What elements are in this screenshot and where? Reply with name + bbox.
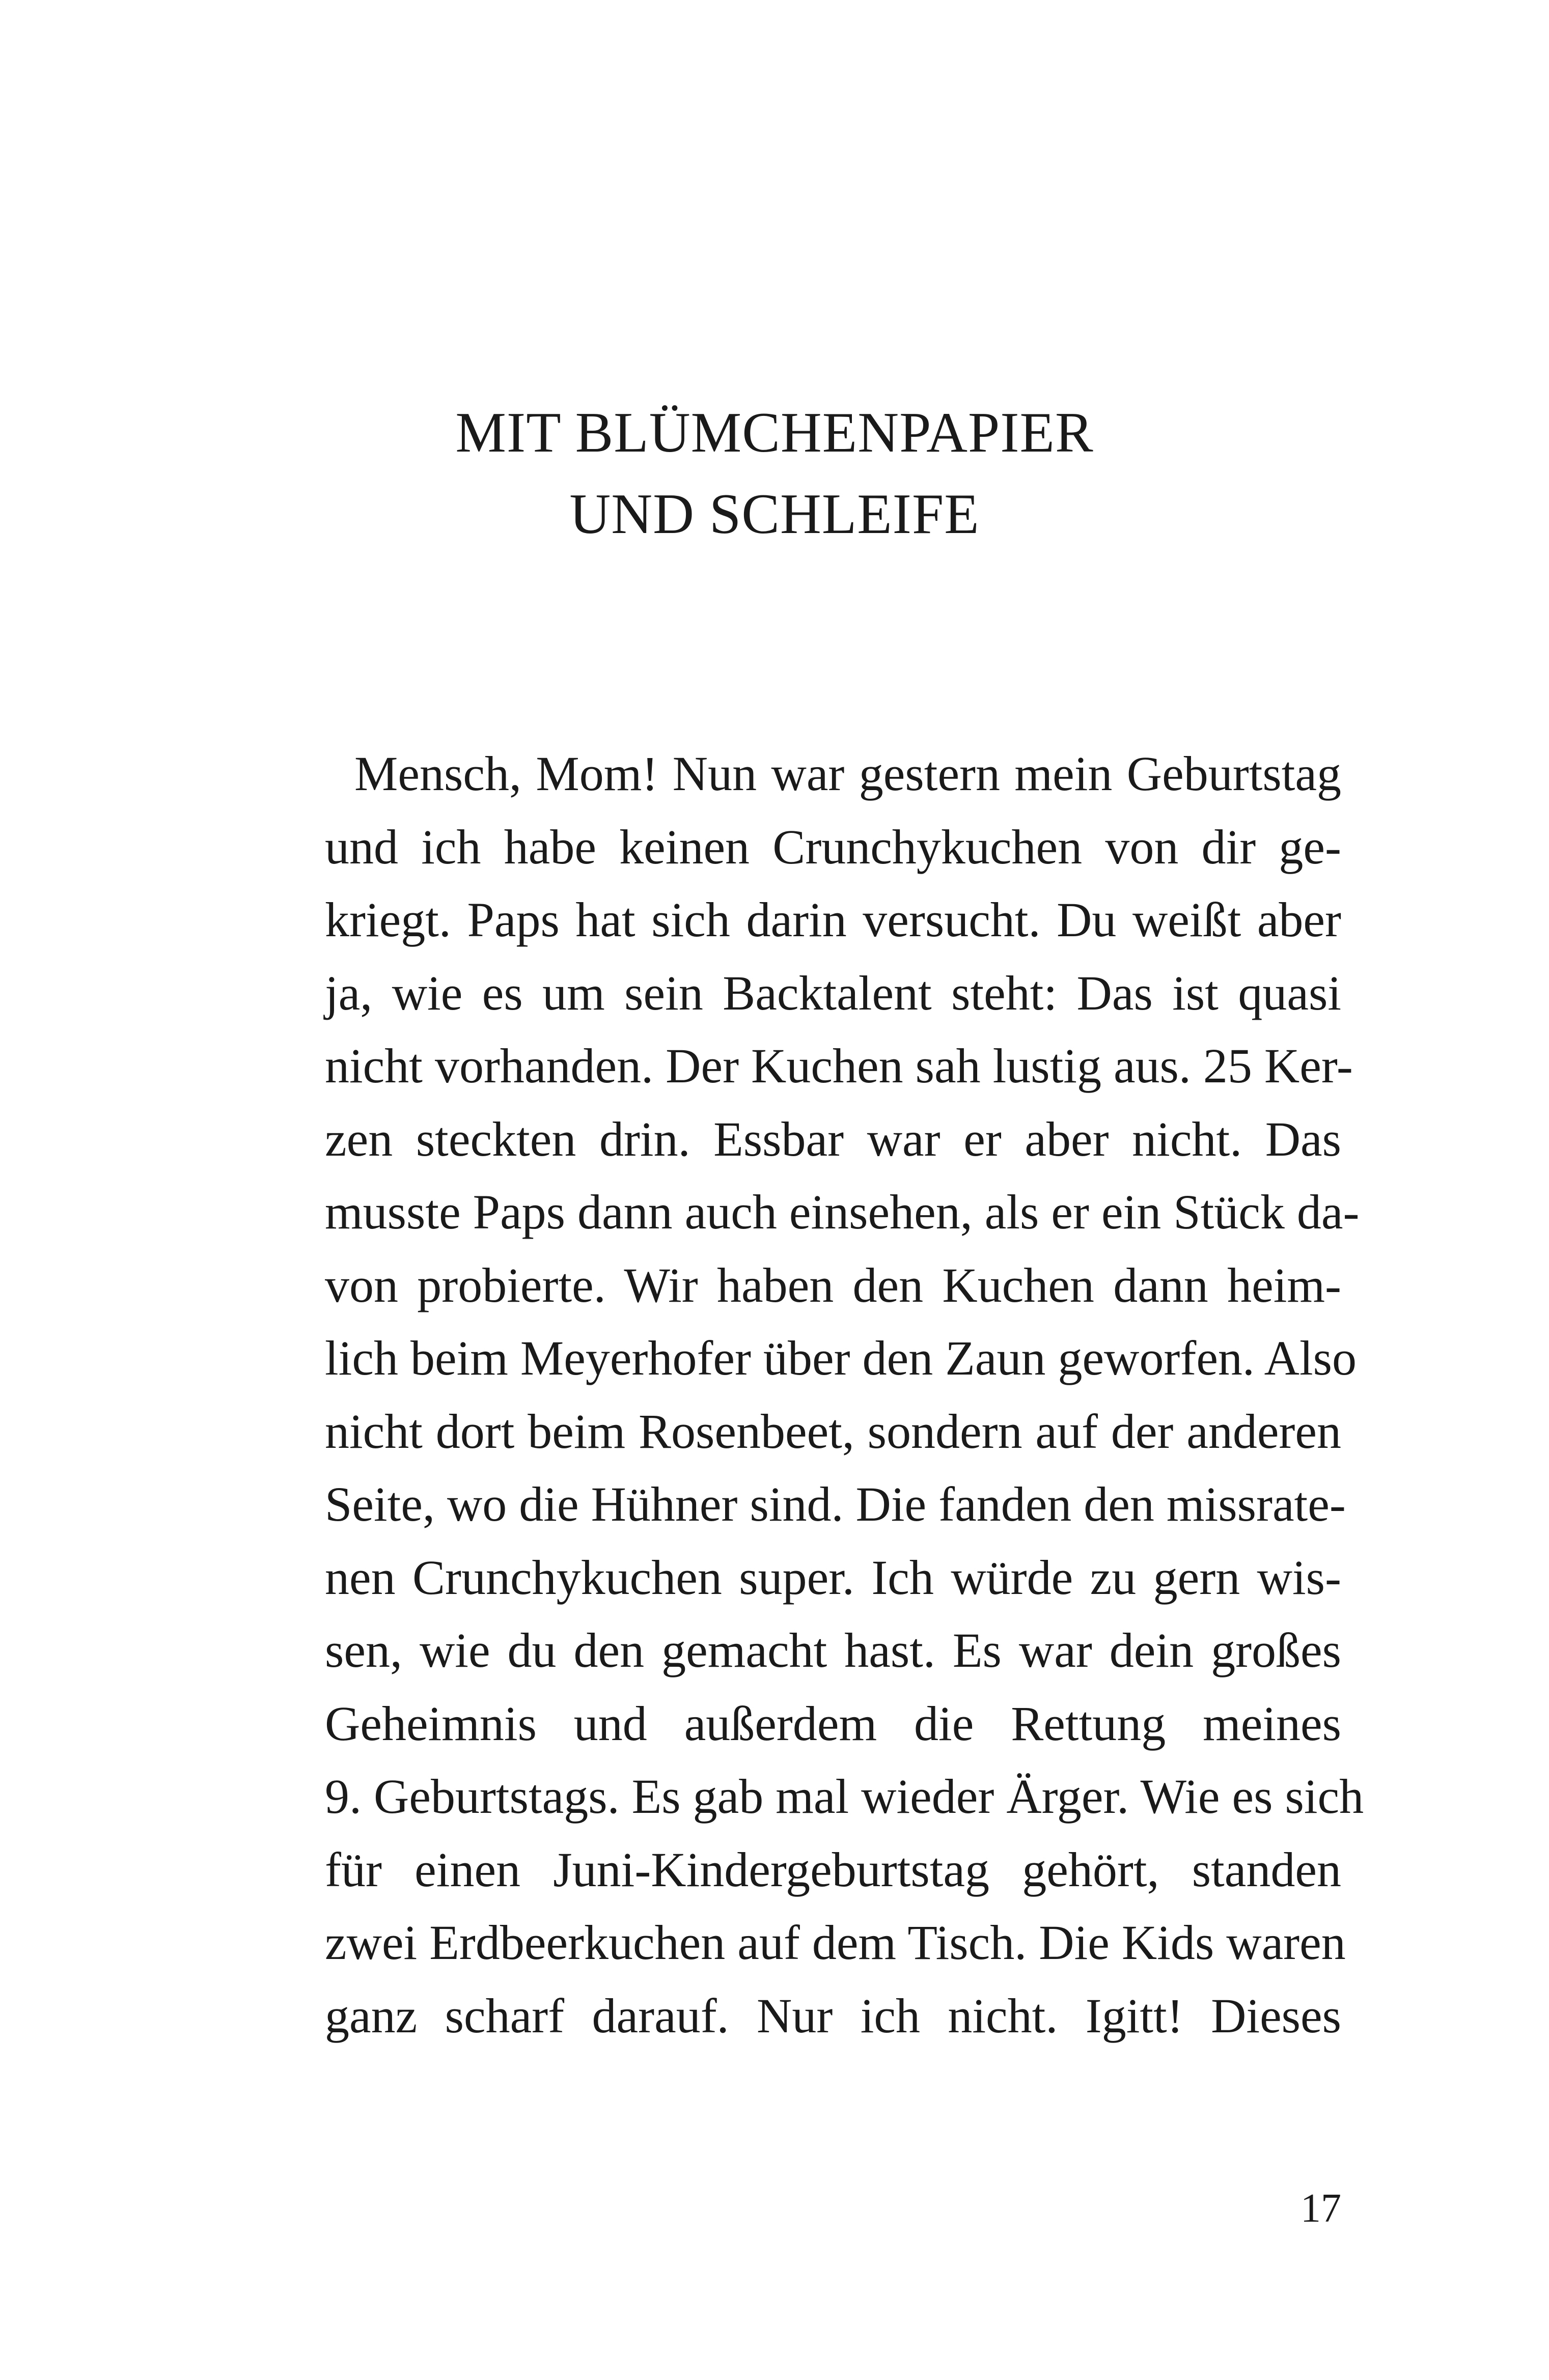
body-line: kriegt. Paps hat sich darin versucht. Du weißt aber [325, 892, 1341, 947]
body-line: sen, wie du den gemacht hast. Es war dein großes [325, 1623, 1341, 1677]
chapter-title-line-1: MIT BLÜMCHENPAPIER [455, 401, 1094, 464]
body-line: lich beim Meyerhofer über den Zaun geworfen. Also [325, 1331, 1357, 1385]
body-line: Geheimnis und außerdem die Rettung meines [325, 1696, 1341, 1751]
body-line: Mensch, Mom! Nun war gestern mein Geburtstag [354, 746, 1341, 801]
body-line: nicht vorhanden. Der Kuchen sah lustig aus. 25 Ker- [325, 1039, 1353, 1093]
body-line: von probierte. Wir haben den Kuchen dann heim- [325, 1257, 1341, 1312]
body-line: für einen Juni-Kindergeburtstag gehört, standen [325, 1842, 1341, 1897]
body-line: und ich habe keinen Crunchykuchen von dir ge- [325, 819, 1341, 874]
chapter-title [0, 392, 1549, 555]
body-line: musste Paps dann auch einsehen, als er ein Stück da- [325, 1185, 1360, 1239]
body-line: 9. Geburtstags. Es gab mal wieder Ärger. Wie es sich [325, 1769, 1364, 1824]
body-text [325, 737, 1364, 2052]
chapter-title-line-2: UND SCHLEIFE [569, 483, 980, 546]
page-number: 17 [1301, 2186, 1341, 2231]
body-line: Seite, wo die Hühner sind. Die fanden den missrate- [325, 1477, 1346, 1531]
body-line: nen Crunchykuchen super. Ich würde zu gern wis- [325, 1550, 1341, 1605]
body-line: ganz scharf darauf. Nur ich nicht. Igitt! Dieses [325, 1988, 1341, 2043]
body-line: zen steckten drin. Essbar war er aber nicht. Das [325, 1111, 1341, 1166]
body-line: nicht dort beim Rosenbeet, sondern auf der anderen [325, 1404, 1341, 1459]
body-line: zwei Erdbeerkuchen auf dem Tisch. Die Kids waren [325, 1915, 1346, 1970]
body-line: ja, wie es um sein Backtalent steht: Das ist quasi [325, 965, 1341, 1020]
